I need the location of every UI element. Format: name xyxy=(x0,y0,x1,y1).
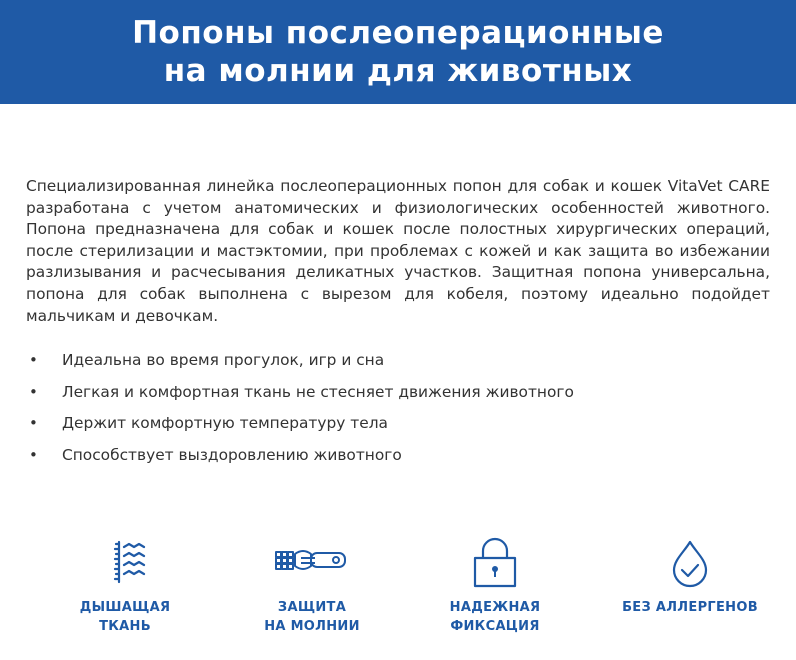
breathable-fabric-icon xyxy=(97,536,153,588)
badge-label-line: НА МОЛНИИ xyxy=(264,619,360,634)
badge-hypoallergenic xyxy=(600,536,780,617)
feature-text: Держит комфортную температуру тела xyxy=(62,414,388,432)
feature-text: Легкая и комфортная ткань не стесняет движения животного xyxy=(62,382,574,401)
product-description: Специализированная линейка послеоперационных попон для собак и кошек VitaVet CARE разработана с учетом анатомических и физиологических особенностей животного. Попона предназначена для собак и кошек после полостных хирургических операций, после стерилизации и мастэктомии, при проблемах с кожей и как защита во избежании разлизывания и расчесывания деликатных участков. Защитная попона универсальна, попона для собак выполнена с вырезом для кобеля, поэтому идеально подойдет мальчикам и девочкам. xyxy=(26,177,770,325)
feature-list xyxy=(26,350,770,476)
badge-breathable-fabric xyxy=(35,536,215,636)
feature-text: Способствует выздоровлению животного xyxy=(62,445,402,464)
page-title-line-2: на молнии для животных xyxy=(163,53,633,89)
badge-label xyxy=(80,598,171,636)
feature-item xyxy=(26,413,770,433)
feature-item xyxy=(26,445,770,465)
badge-label-line: НАДЕЖНАЯ xyxy=(449,600,541,615)
feature-item xyxy=(26,350,770,370)
badge-label-line: ТКАНЬ xyxy=(99,619,151,634)
page-title-line-1: Попоны послеоперационные xyxy=(132,15,664,51)
bullet-icon: • xyxy=(29,445,38,464)
badge-label-line: ФИКСАЦИЯ xyxy=(450,619,540,634)
bullet-icon: • xyxy=(29,414,38,432)
bullet-icon: • xyxy=(29,351,38,369)
title-banner xyxy=(0,0,796,104)
zipper-icon xyxy=(272,536,352,588)
badge-label xyxy=(264,598,360,636)
badge-label-line: ДЫШАЩАЯ xyxy=(79,600,171,615)
badge-label-line: ЗАЩИТА xyxy=(277,600,347,615)
badge-padlock xyxy=(405,536,585,636)
padlock-icon xyxy=(467,536,523,588)
feature-item xyxy=(26,382,770,402)
hypoallergenic-drop-icon xyxy=(662,536,718,588)
badge-label-line: БЕЗ АЛЛЕРГЕНОВ xyxy=(622,600,758,615)
feature-text: Идеальна во время прогулок, игр и сна xyxy=(62,351,385,369)
badge-zipper xyxy=(222,536,402,636)
bullet-icon: • xyxy=(29,382,38,401)
badge-label xyxy=(450,598,541,636)
badge-label xyxy=(622,598,758,617)
feature-badges xyxy=(0,536,796,660)
